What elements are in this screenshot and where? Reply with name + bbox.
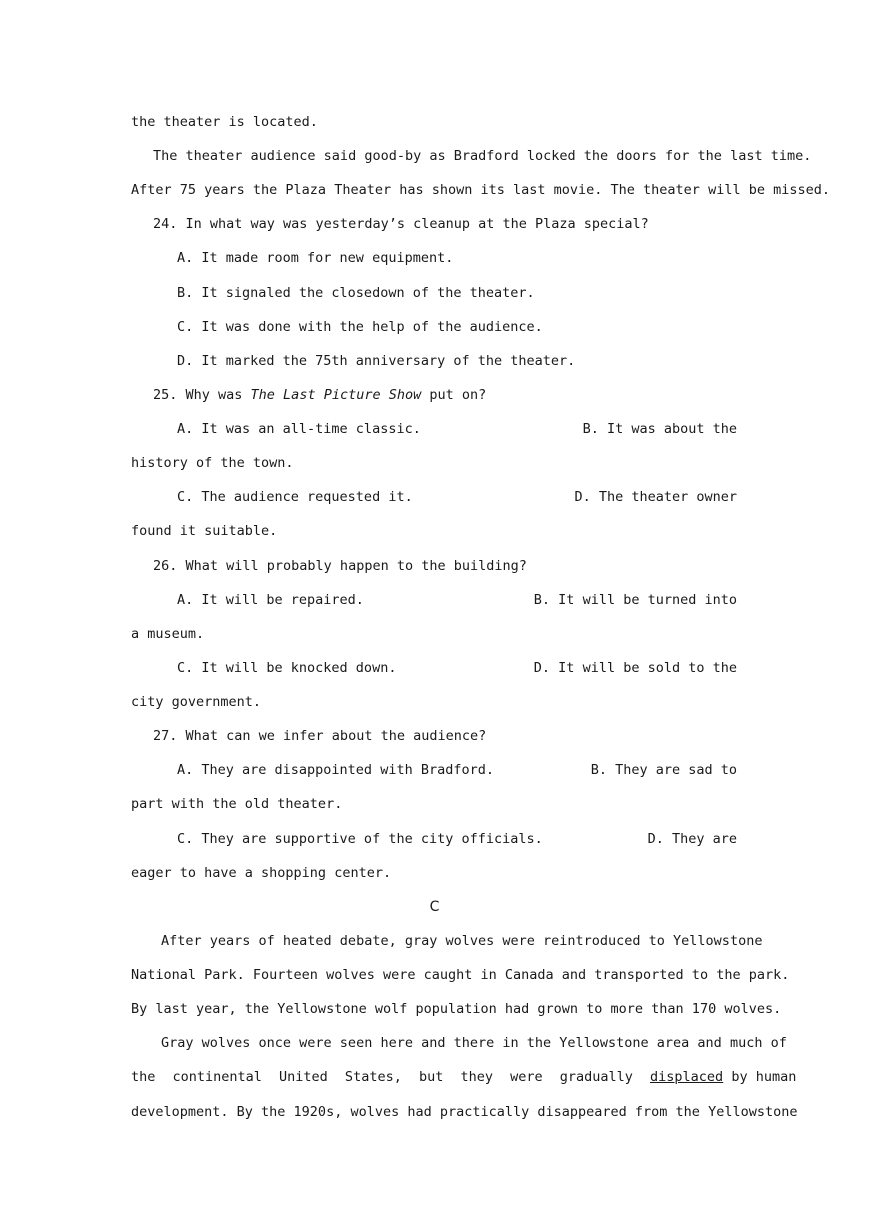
question-27-option-b: B. They are sad to — [590, 762, 737, 778]
section-heading: C — [429, 899, 440, 915]
question-26-option-a: A. It will be repaired. — [177, 592, 364, 608]
question-25-option-d-cont: found it suitable. — [131, 523, 278, 539]
question-25-option-b-cont: history of the town. — [131, 455, 294, 471]
question-27-option-d-cont: eager to have a shopping center. — [131, 865, 392, 881]
question-25-option-d: D. The theater owner — [574, 489, 737, 505]
question-27-options-ab — [177, 761, 737, 779]
passage-line: By last year, the Yellowstone wolf population had grown to more than 170 wolves. — [131, 1001, 782, 1017]
question-24-option-c: C. It was done with the help of the audience. — [177, 319, 543, 335]
question-26-options-ab — [177, 591, 737, 609]
question-25-option-c: C. The audience requested it. — [177, 489, 413, 505]
movie-title: The Last Picture Show — [250, 387, 422, 403]
text-line: After 75 years the Plaza Theater has shown its last movie. The theater will be missed. — [131, 182, 830, 198]
question-26-option-d-cont: city government. — [131, 694, 262, 710]
question-26-stem: 26. What will probably happen to the building? — [153, 558, 527, 574]
question-27-option-d: D. They are — [647, 831, 737, 847]
question-26-option-c: C. It will be knocked down. — [177, 660, 397, 676]
question-27-option-c: C. They are supportive of the city officials. — [177, 831, 543, 847]
question-27-options-cd — [177, 830, 737, 848]
passage-line: development. By the 1920s, wolves had practically disappeared from the Yellowstone — [131, 1104, 798, 1120]
question-25-options-ab — [177, 420, 737, 438]
text-line: the theater is located. — [131, 114, 318, 130]
question-24-stem: 24. In what way was yesterday’s cleanup at the Plaza special? — [153, 216, 649, 232]
text-line: The theater audience said good-by as Bradford locked the doors for the last time. — [153, 148, 812, 164]
question-26-option-b-cont: a museum. — [131, 626, 205, 642]
question-24-option-b: B. It signaled the closedown of the theater. — [177, 285, 535, 301]
passage-line: Gray wolves once were seen here and there in the Yellowstone area and much of — [161, 1035, 787, 1051]
question-25-stem: 25. Why was The Last Picture Show put on? — [153, 387, 487, 403]
question-24-option-d: D. It marked the 75th anniversary of the theater. — [177, 353, 576, 369]
question-25-options-cd — [177, 488, 737, 506]
question-27-option-b-cont: part with the old theater. — [131, 796, 343, 812]
question-26-option-b: B. It will be turned into — [533, 592, 737, 608]
question-27-stem: 27. What can we infer about the audience? — [153, 728, 487, 744]
passage-line: After years of heated debate, gray wolves were reintroduced to Yellowstone — [161, 933, 763, 949]
question-27-option-a: A. They are disappointed with Bradford. — [177, 762, 494, 778]
question-25-option-b: B. It was about the — [582, 421, 737, 437]
passage-line: National Park. Fourteen wolves were caught in Canada and transported to the park. — [131, 967, 790, 983]
question-25-option-a: A. It was an all-time classic. — [177, 421, 421, 437]
question-24-option-a: A. It made room for new equipment. — [177, 250, 454, 266]
question-26-options-cd — [177, 659, 737, 677]
underlined-word: displaced — [650, 1069, 724, 1085]
question-26-option-d: D. It will be sold to the — [533, 660, 737, 676]
passage-line: the continental United States, but they were gradually displaced by human — [131, 1069, 797, 1085]
